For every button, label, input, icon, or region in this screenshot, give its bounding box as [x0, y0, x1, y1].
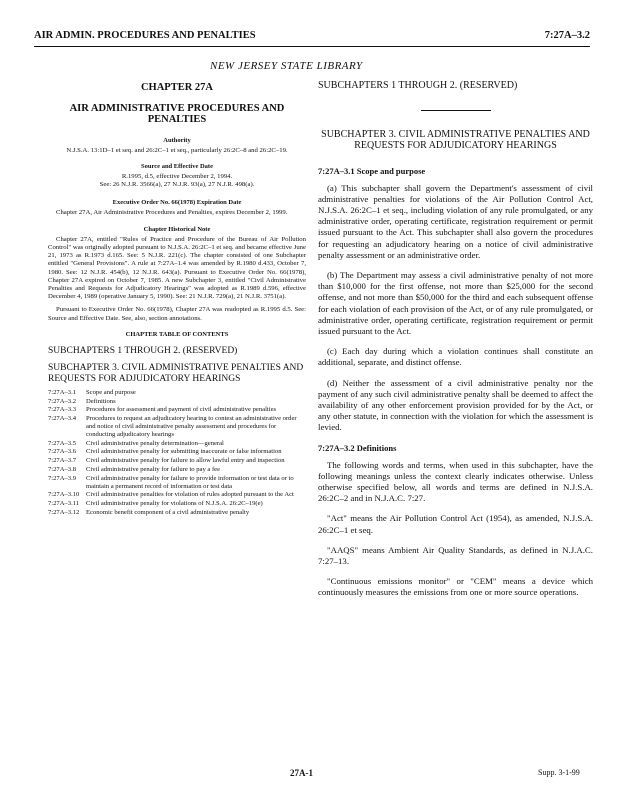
- exec-order-text: Chapter 27A, Air Administrative Procedures and Penalties, expires December 2, 1999.: [56, 208, 288, 216]
- exec-order-heading: Executive Order No. 66(1978) Expiration Date: [112, 198, 242, 206]
- toc-subchapter-3: SUBCHAPTER 3. CIVIL ADMINISTRATIVE PENALTIES AND REQUESTS FOR ADJUDICATORY HEARINGS: [48, 362, 304, 384]
- toc-section-number: 7:27A–3.11: [48, 500, 80, 508]
- running-header: [34, 30, 590, 47]
- supplement-date: Supp. 3-1-99: [538, 768, 580, 777]
- toc-section-title: Procedures to request an adjudicatory hearing to contest an administrative order and notice of civil administrative penalty assessment and procedures for conducting adjudicatory hearings: [86, 415, 297, 438]
- header-title: AIR ADMIN. PROCEDURES AND PENALTIES: [34, 30, 256, 41]
- left-column: [48, 80, 306, 518]
- toc-section-title: Civil administrative penalties for violation of rules adopted pursuant to the Act: [86, 491, 294, 499]
- divider: [421, 110, 491, 111]
- toc-row: [48, 491, 306, 500]
- toc-row: [48, 509, 306, 518]
- definition-aaqs: "AAQS" means Ambient Air Quality Standards, as defined in N.J.A.C. 7:27–13.: [318, 544, 593, 566]
- toc-section-number: 7:27A–3.3: [48, 406, 77, 414]
- section-3-2-heading: 7:27A–3.2 Definitions: [318, 442, 397, 453]
- chapter-title: AIR ADMINISTRATIVE PROCEDURES AND PENALTIES: [69, 103, 285, 125]
- toc-subchapters-1-2: SUBCHAPTERS 1 THROUGH 2. (RESERVED): [48, 345, 238, 356]
- definition-act: "Act" means the Air Pollution Control Act (1954), as amended, N.J.S.A. 26:2C–1 et seq.: [318, 513, 593, 535]
- authority-heading: Authority: [163, 137, 191, 144]
- toc-section-number: 7:27A–3.8: [48, 466, 77, 474]
- subchapter-3-heading: SUBCHAPTER 3. CIVIL ADMINISTRATIVE PENALTIES AND REQUESTS FOR ADJUDICATORY HEARINGS: [321, 128, 590, 151]
- toc-heading: CHAPTER TABLE OF CONTENTS: [125, 330, 229, 338]
- toc-section-number: 7:27A–3.1: [48, 388, 77, 396]
- toc-row: [48, 389, 306, 398]
- toc-row: [48, 406, 306, 415]
- toc-section-title: Civil administrative penalty for violations of N.J.S.A. 26:2C–19(e): [86, 500, 263, 508]
- toc-section-number: 7:27A–3.10: [48, 491, 80, 499]
- source-line-2: See: 26 N.J.R. 3566(a), 27 N.J.R. 93(a), 27 N.J.R. 498(a).: [99, 181, 255, 189]
- source-line-1: R.1995, d.5, effective December 2, 1994.: [121, 173, 233, 181]
- header-section-number: 7:27A–3.2: [544, 30, 590, 41]
- toc-table: [48, 389, 306, 518]
- toc-section-title: Civil administrative penalty determination—general: [86, 439, 224, 447]
- toc-row: [48, 440, 306, 449]
- section-3-1-d: (d) Neither the assessment of a civil administrative penalty nor the payment of any such civil administrative penalty shall be deemed to affect the availability of any other enforcement provision provided for by the Act, or any other statute, in connection with the violation for which the assessment is levied.: [318, 377, 593, 433]
- toc-section-title: Civil administrative penalty for submitting inaccurate or false information: [86, 448, 282, 456]
- toc-row: [48, 466, 306, 475]
- definition-cem: "Continuous emissions monitor" or "CEM" means a device which continuously measures the emissions from one or more source operations.: [318, 576, 593, 598]
- toc-section-title: Civil administrative penalty for failure to provide information or test data or to maintain a permanent record of information or test data: [86, 474, 294, 490]
- toc-section-number: 7:27A–3.2: [48, 397, 77, 405]
- toc-section-title: Scope and purpose: [86, 388, 136, 396]
- toc-section-title: Economic benefit component of a civil administrative penalty: [86, 509, 250, 516]
- toc-section-number: 7:27A–3.4: [48, 415, 77, 423]
- section-3-1-a: (a) This subchapter shall govern the Department's assessment of civil administrative penalties for violations of the Air Pollution Control Act, N.J.S.A. 26:2C–1 et seq., including violation of any rule promulgated, or any administrative order, operating certificate, registration requirement or permit issued pursuant to the Act. This subchapter shall also govern the procedures for requesting an adjudicatory hearing on a notice of civil administrative penalty assessment or an administrative order.: [318, 182, 593, 260]
- authority-text: N.J.S.A. 13:1D–1 et seq. and 26:2C–1 et seq., particularly 26:2C–8 and 26:2C–19.: [66, 147, 288, 154]
- toc-section-title: Civil administrative penalty for failure to allow lawful entry and inspection: [86, 457, 285, 465]
- source-heading: Source and Effective Date: [141, 163, 213, 171]
- toc-section-number: 7:27A–3.5: [48, 439, 77, 447]
- history-paragraph-2: Pursuant to Executive Order No. 66(1978), Chapter 27A was readopted as R.1995 d.5. See: Source and Effective Date. See, also, section annotations.: [48, 306, 306, 322]
- library-stamp: NEW JERSEY STATE LIBRARY: [210, 60, 363, 72]
- toc-section-title: Definitions: [86, 397, 116, 405]
- section-3-1-c: (c) Each day during which a violation continues shall constitute an additional, separate, and distinct offense.: [318, 346, 593, 368]
- toc-section-number: 7:27A–3.7: [48, 457, 77, 465]
- history-heading: Chapter Historical Note: [143, 225, 211, 233]
- toc-section-number: 7:27A–3.12: [48, 509, 80, 516]
- toc-row: [48, 415, 306, 439]
- toc-row: [48, 500, 306, 509]
- page-number: 27A-1: [290, 768, 313, 778]
- right-column: [318, 80, 593, 608]
- history-paragraph-1: Chapter 27A, entitled "Rules of Practice and Procedure of the Bureau of Air Pollution Control" was originally adopted pursuant to N.J.S.A. 26:2C–1 et seq. and became effective June 21, 1973 as R.1973 d.165. See: 5 N.J.R. 221(c). The chapter consisted of one Subchapter entitled "General Provisions". A rule at 7:27A–1.4 was amended by R.1980 d.433, October 7, 1980. See: 12 N.J.R. 454(b), 12 N.J.R. 643(a). Pursuant to Executive Order No. 66(1978), Chapter 27A expired on October 7, 1985. A new Subchapter 3, entitled "Civil Administrative Penalties and Requests for Adjudicatory Hearings" was adopted as R.1989 d.596, effective December 4, 1989 (operative January 5, 1990). See: 21 N.J.R. 729(a), 21 N.J.R. 3751(a).: [48, 235, 306, 301]
- toc-section-title: Civil administrative penalty for failure to pay a fee: [86, 466, 221, 474]
- section-3-2-intro: The following words and terms, when used in this subchapter, have the following meanings unless the context clearly indicates otherwise. Unless otherwise specified below, all words and terms are defined in N.J.S.A. 26:2C–2 and in N.J.A.C. 7:27.: [318, 459, 593, 504]
- toc-row: [48, 475, 306, 492]
- toc-row: [48, 398, 306, 407]
- section-3-1-heading: 7:27A–3.1 Scope and purpose: [318, 165, 426, 176]
- subchapters-1-2-heading: SUBCHAPTERS 1 THROUGH 2. (RESERVED): [318, 80, 518, 91]
- chapter-number: CHAPTER 27A: [140, 82, 214, 93]
- toc-section-title: Procedures for assessment and payment of civil administrative penalties: [86, 406, 277, 414]
- toc-section-number: 7:27A–3.9: [48, 474, 77, 482]
- section-3-1-b: (b) The Department may assess a civil administrative penalty of not more than $10,000 for the first offense, not more than $25,000 for the second offense, and not more than $50,000 for the third and each subsequent offense for each violation of each provision of the Act, or of any rule promulgated, or administrative order, operating certificate, registration requirement or permit issued pursuant to the Act.: [318, 269, 593, 336]
- toc-section-number: 7:27A–3.6: [48, 448, 77, 456]
- toc-row: [48, 457, 306, 466]
- toc-row: [48, 448, 306, 457]
